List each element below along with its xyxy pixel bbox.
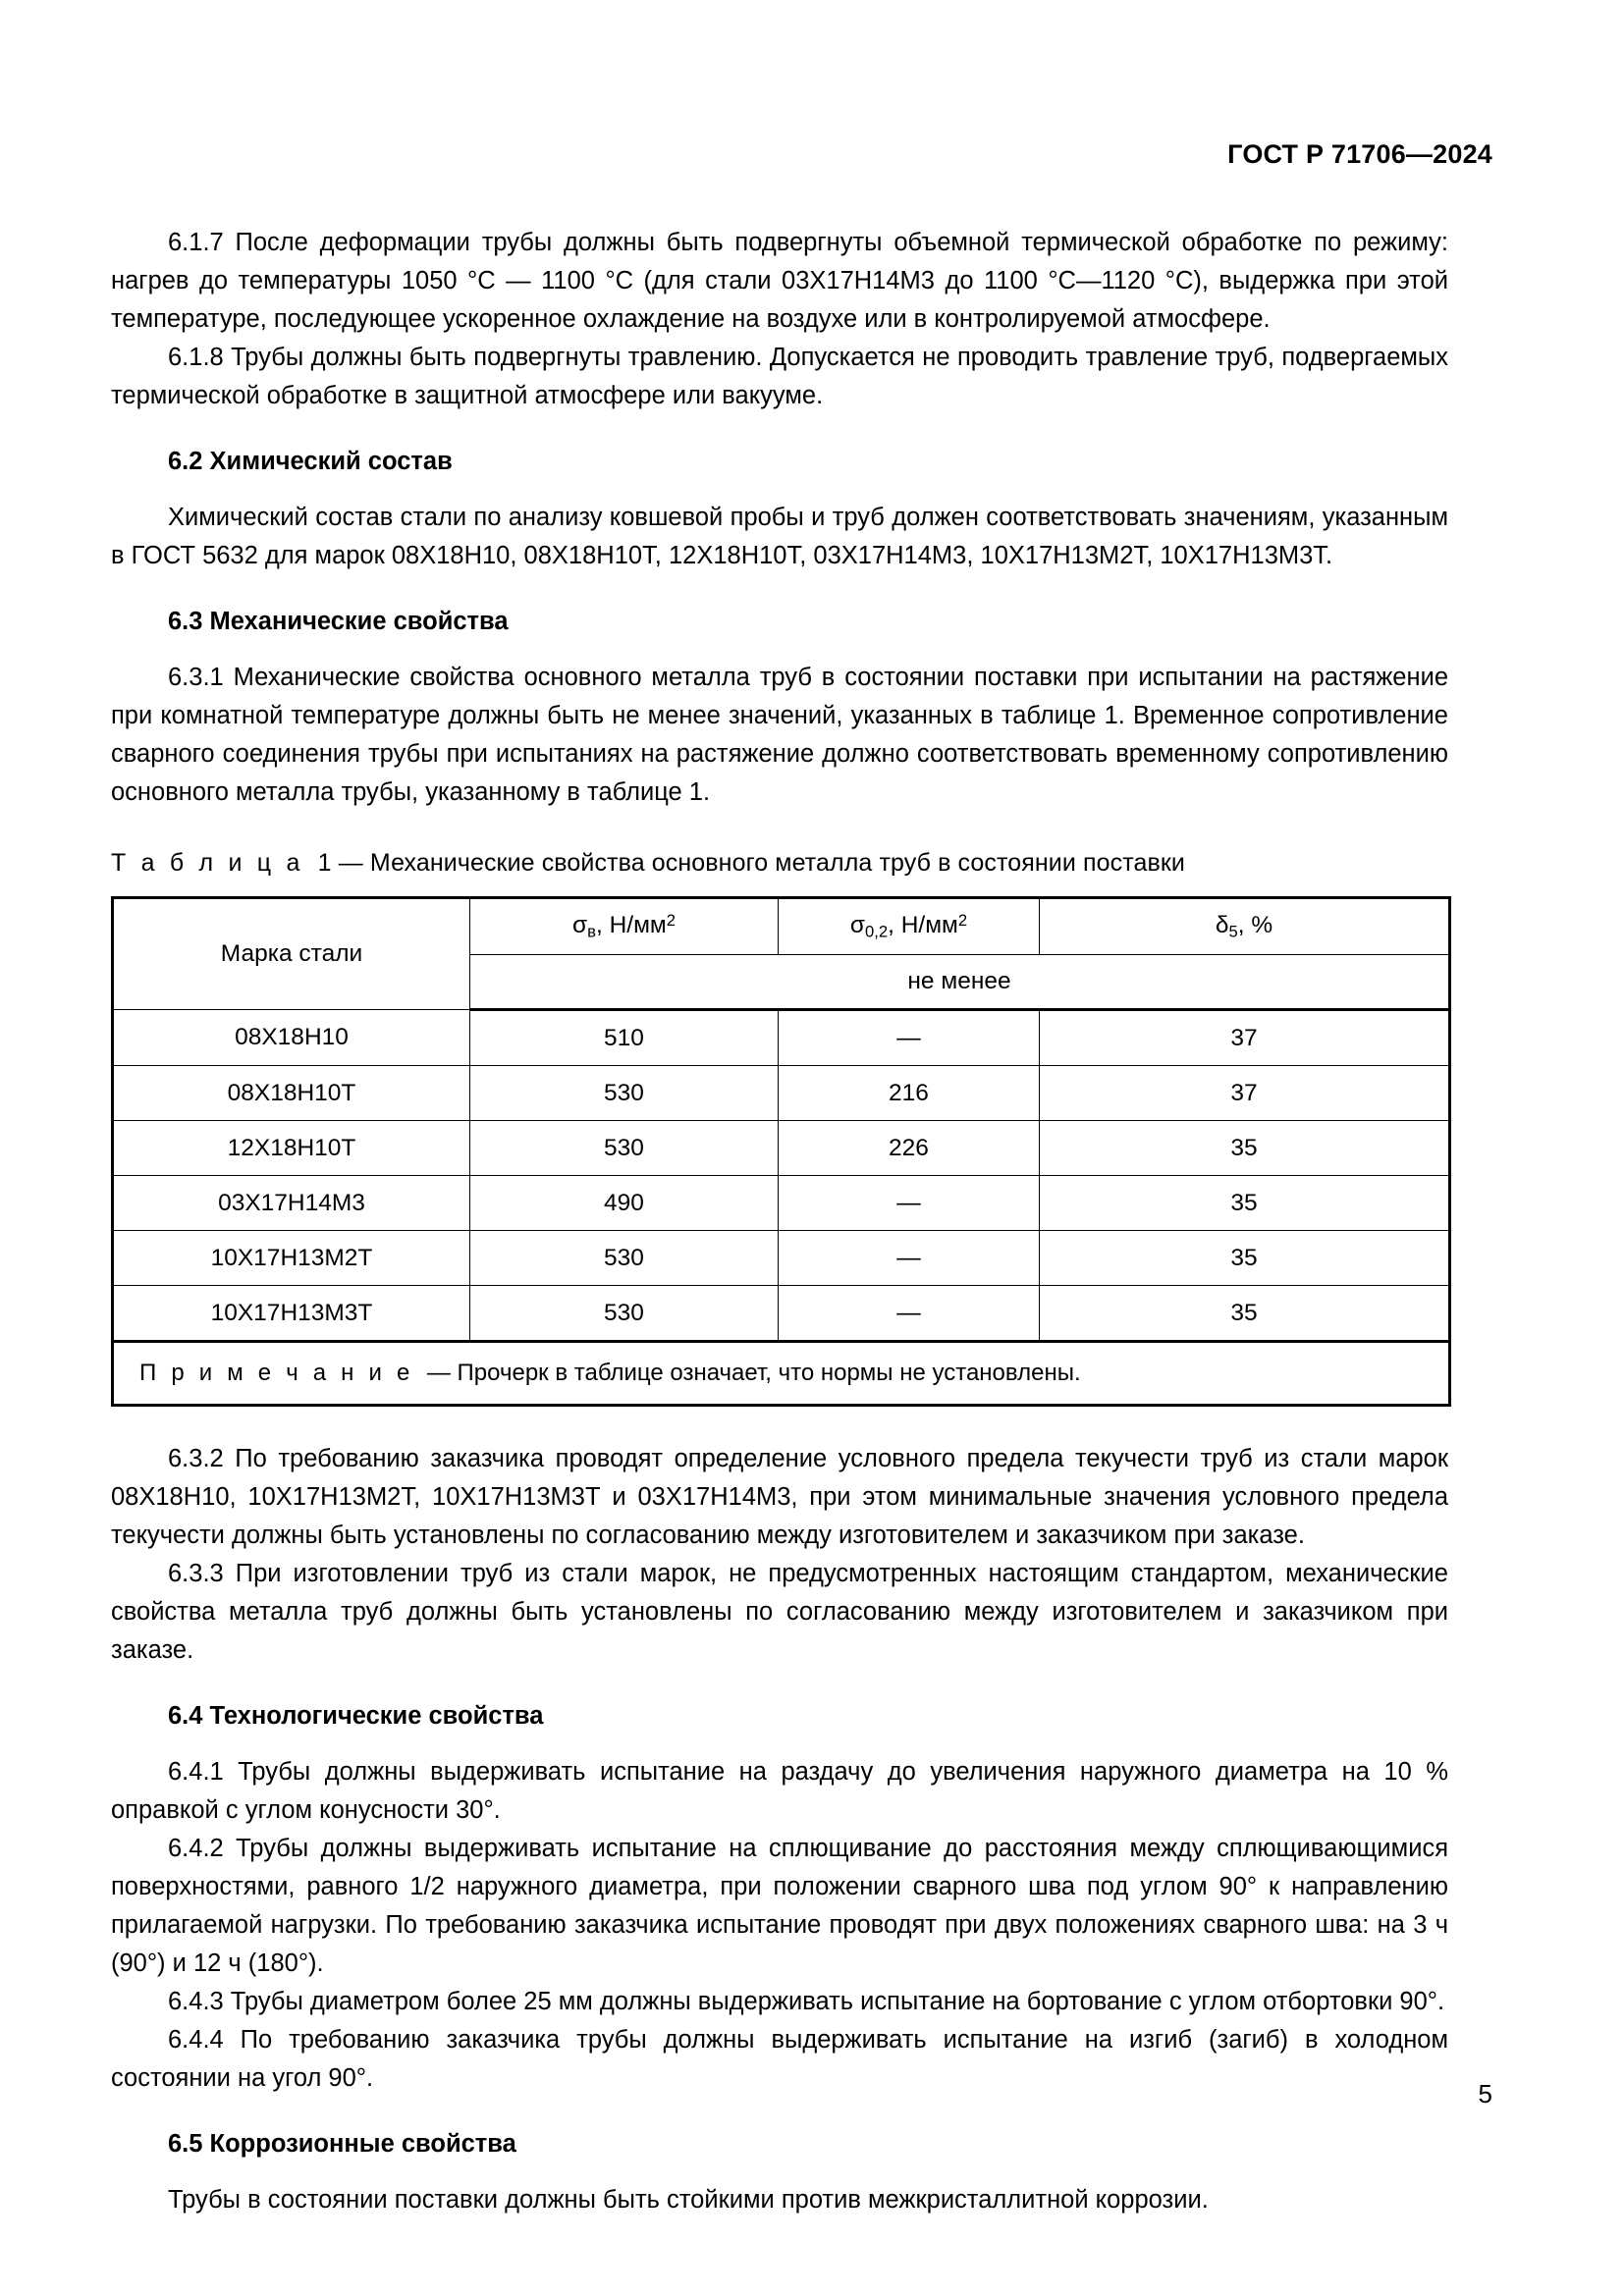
sigma-superscript: 2 — [666, 911, 677, 931]
column-header-sigma-02 — [779, 898, 1040, 955]
spacer — [111, 415, 1448, 443]
table-caption-label: Т а б л и ц а — [111, 849, 304, 877]
sigma-unit: , Н/мм — [888, 912, 958, 939]
cell-sigma-02: 226 — [779, 1121, 1040, 1176]
cell-delta: 35 — [1040, 1121, 1450, 1176]
column-header-delta — [1040, 898, 1450, 955]
table-note — [113, 1342, 1450, 1406]
sigma-unit: , Н/мм — [595, 912, 667, 939]
paragraph-6-3-3: 6.3.3 При изготовлении труб из стали марок, не предусмотренных настоящим стандартом, механические свойства металла труб должны быть установлены по согласованию между изготовителем и заказчиком при заказе. — [111, 1560, 1448, 1664]
table-row — [113, 1066, 1450, 1121]
cell-sigma-02: — — [779, 1231, 1040, 1286]
cell-sigma-v: 530 — [470, 1231, 779, 1286]
table-caption-title: Механические свойства основного металла труб в состоянии поставки — [369, 849, 1185, 877]
table-row — [113, 1231, 1450, 1286]
table-caption-number: 1 — [317, 849, 332, 877]
cell-sigma-v: 530 — [470, 1286, 779, 1342]
heading-6-2: 6.2 Химический состав — [168, 448, 453, 475]
heading-6-3: 6.3 Механические свойства — [168, 608, 509, 635]
cell-sigma-v: 510 — [470, 1010, 779, 1066]
paragraph-6-4-4: 6.4.4 По требованию заказчика трубы должны выдерживать испытание на изгиб (загиб) в холодном состоянии на угол 90°. — [111, 2026, 1448, 2092]
cell-delta: 37 — [1040, 1010, 1450, 1066]
delta-subscript: 5 — [1228, 922, 1238, 941]
cell-grade: 03Х17Н14М3 — [113, 1176, 470, 1231]
heading-6-5: 6.5 Коррозионные свойства — [168, 2130, 516, 2158]
table-header-row — [113, 898, 1450, 955]
table-row — [113, 1010, 1450, 1066]
table-note-dash: — — [426, 1360, 451, 1386]
page-content — [111, 224, 1448, 2219]
cell-sigma-v: 530 — [470, 1066, 779, 1121]
page-header-standard-id: ГОСТ Р 71706—2024 — [1227, 139, 1492, 169]
paragraph-6-3-1: 6.3.1 Механические свойства основного металла труб в состоянии поставки при испытании на растяжение при комнатной температуре должны быть не менее значений, указанных в таблице 1. Временное сопротивление сварного соединения трубы при испытаниях на растяжение должно соответствовать временному сопротивлению основного металла трубы, указанному в таблице 1. — [111, 664, 1448, 806]
cell-sigma-v: 530 — [470, 1121, 779, 1176]
cell-sigma-02: — — [779, 1286, 1040, 1342]
cell-sigma-02: 216 — [779, 1066, 1040, 1121]
paragraph-6-4-2: 6.4.2 Трубы должны выдерживать испытание на сплющивание до расстояния между сплющивающимися поверхностями, равного 1/2 наружного диаметра, при положении сварного шва под углом 90° к направлению прилагаемой нагрузки. По требованию заказчика испытание проводят при двух положениях сварного шва: на 3 ч (90°) и 12 ч (180°). — [111, 1835, 1448, 1977]
cell-delta: 35 — [1040, 1176, 1450, 1231]
spacer — [111, 1407, 1448, 1440]
delta-unit: , % — [1237, 911, 1273, 938]
cell-delta: 37 — [1040, 1066, 1450, 1121]
cell-sigma-02: — — [779, 1010, 1040, 1066]
mechanical-properties-table — [111, 896, 1451, 1407]
table-row — [113, 1286, 1450, 1342]
page-number: 5 — [1478, 2079, 1492, 2109]
sigma-subscript: в — [587, 922, 596, 941]
cell-grade: 12Х18Н10Т — [113, 1121, 470, 1176]
paragraph-6-1-8: 6.1.8 Трубы должны быть подвергнуты травлению. Допускается не проводить травление труб, подвергаемых термической обработке в защитной атмосфере или вакууме. — [111, 344, 1448, 409]
table-row — [113, 1176, 1450, 1231]
paragraph-6-2-body: Химический состав стали по анализу ковшевой пробы и труб должен соответствовать значениям, указанным в ГОСТ 5632 для марок 08Х18Н10, 08Х18Н10Т, 12Х18Н10Т, 03Х17Н14М3, 10Х17Н13М2Т, 10Х17Н13М3Т. — [111, 504, 1448, 569]
paragraph-6-4-1: 6.4.1 Трубы должны выдерживать испытание на раздачу до увеличения наружного диаметра на 10 % оправкой с углом конусности 30°. — [111, 1758, 1448, 1824]
cell-delta: 35 — [1040, 1286, 1450, 1342]
spacer — [111, 481, 1448, 499]
table-note-row — [113, 1342, 1450, 1406]
cell-grade: 08Х18Н10 — [113, 1010, 470, 1066]
spacer — [111, 1735, 1448, 1753]
cell-delta: 35 — [1040, 1231, 1450, 1286]
cell-grade: 10Х17Н13М2Т — [113, 1231, 470, 1286]
column-header-sigma-v — [470, 898, 779, 955]
paragraph-6-3-2: 6.3.2 По требованию заказчика проводят определение условного предела текучести труб из стали марок 08Х18Н10, 10Х17Н13М2Т, 10Х17Н13М3Т и 03Х17Н14М3, при этом минимальные значения условного предела текучести должны быть установлены по согласованию между изготовителем и заказчиком при заказе. — [111, 1445, 1448, 1549]
spacer — [111, 812, 1448, 845]
cell-grade: 08Х18Н10Т — [113, 1066, 470, 1121]
paragraph-6-5-body: Трубы в состоянии поставки должны быть стойкими против межкристаллитной коррозии. — [168, 2186, 1209, 2214]
table-note-label: П р и м е ч а н и е — [139, 1360, 414, 1386]
spacer — [111, 1670, 1448, 1697]
paragraph-6-1-7: 6.1.7 После деформации трубы должны быть подвергнуты объемной термической обработке по режиму: нагрев до температуры 1050 °С — 1100 °С (для стали 03Х17Н14М3 до 1100 °С—1120 °С), выдержка при этой температуре, последующее ускоренное охлаждение на воздухе или в контролируемой атмосфере. — [111, 229, 1448, 333]
sigma-symbol: σ — [571, 912, 588, 939]
sigma-superscript: 2 — [957, 911, 968, 931]
heading-6-4: 6.4 Технологические свойства — [168, 1702, 544, 1730]
cell-sigma-v: 490 — [470, 1176, 779, 1231]
sigma-symbol: σ — [849, 912, 865, 939]
spacer — [111, 575, 1448, 603]
table-note-text: Прочерк в таблице означает, что нормы не установлены. — [457, 1360, 1081, 1386]
subheader-not-less-than: не менее — [470, 955, 1450, 1010]
cell-sigma-02: — — [779, 1176, 1040, 1231]
cell-grade: 10Х17Н13М3Т — [113, 1286, 470, 1342]
spacer — [111, 2163, 1448, 2181]
paragraph-6-4-3: 6.4.3 Трубы диаметром более 25 мм должны выдерживать испытание на бортование с углом отбортовки 90°. — [168, 1988, 1445, 2015]
table-row — [113, 1121, 1450, 1176]
spacer — [111, 641, 1448, 659]
spacer — [111, 2098, 1448, 2125]
table-caption — [111, 845, 1448, 881]
sigma-subscript: 0,2 — [864, 922, 889, 941]
table-caption-dash: — — [338, 849, 363, 877]
column-header-grade: Марка стали — [113, 898, 470, 1010]
delta-symbol: δ — [1215, 911, 1229, 938]
